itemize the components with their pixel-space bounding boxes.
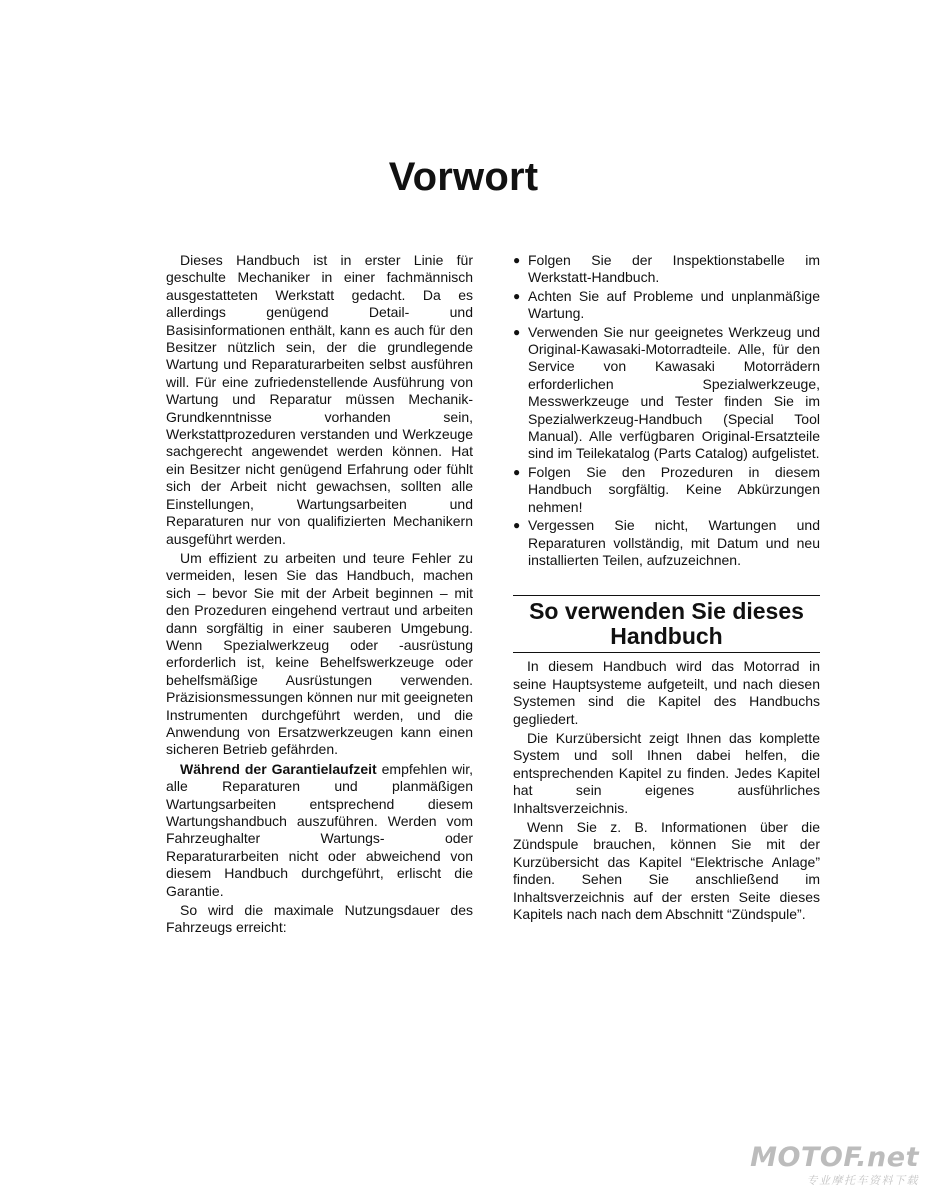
section-divider-bottom bbox=[513, 652, 820, 653]
section-heading-line1: So verwenden Sie dieses bbox=[529, 598, 804, 625]
bullet-icon: ● bbox=[513, 464, 521, 479]
list-item: ● Folgen Sie den Prozeduren in diesem Handbuch sorgfältig. Keine Abkürzungen nehmen! bbox=[513, 463, 820, 515]
watermark bbox=[750, 1144, 919, 1188]
bullet-icon: ● bbox=[513, 324, 521, 339]
bullet-icon: ● bbox=[513, 518, 521, 533]
page-title: Vorwort bbox=[388, 155, 539, 199]
efficiency-paragraph: Um effizient zu arbeiten und teure Fehler zu vermeiden, lesen Sie das Handbuch, machen sich – bevor Sie mit der Arbeit beginnen – mit den Prozeduren eingehend vertraut und arbeiten dann sorgfältig in einer sauberen Umgebung. Wenn Spezialwerkzeug oder -ausrüstung erforderlich ist, keine Behelfswerkzeuge oder behelfsmäßige Ausrüstungen verwenden. Präzisionsmessungen können nur mit geeigneten Instrumenten durchgeführt werden, und die Anwendung von Ersatzwerkzeugen kann einen sicheren Betrieb gefährden. bbox=[166, 549, 473, 758]
warranty-text: empfehlen wir, alle Reparaturen und planmäßigen Wartungsarbeiten entsprechend diesem Wartungshandbuch auszuführen. Werden vom Fahrzeughalter Wartungs- oder Reparaturarbeiten nicht oder abweichend von diesem Handbuch durchgeführt, erlischt die Garantie. bbox=[166, 760, 473, 899]
warranty-emphasis: Während der Garantielaufzeit bbox=[180, 760, 377, 777]
list-item: ● Achten Sie auf Probleme und unplanmäßige Wartung. bbox=[513, 287, 820, 322]
section-heading-line2: Handbuch bbox=[610, 623, 723, 650]
lifetime-paragraph: So wird die maximale Nutzungsdauer des Fahrzeugs erreicht: bbox=[166, 902, 473, 936]
list-item: ● Verwenden Sie nur geeignetes Werkzeug und Original-Kawasaki-Motorradteile. Alle, für den Service von Kawasaki Motorrädern erforderlichen Spezialwerkzeuge, Messwerkzeuge und Tester finden Sie im Spezialwerkzeug-Handbuch (Special Tool Manual). Alle verfügbaren Original-Ersatzteile sind im Teilekatalog (Parts Catalog) aufgelistet. bbox=[513, 323, 820, 462]
watermark-logo: MOTOF.net bbox=[750, 1142, 919, 1173]
usage-paragraph-2: Die Kurzübersicht zeigt Ihnen das komplette System und soll Ihnen dabei helfen, die entsprechenden Kapitel zu finden. Jedes Kapitel hat sein eigenes ausführliches Inhaltsverzeichnis. bbox=[513, 729, 820, 816]
list-item: ● Folgen Sie der Inspektionstabelle im Werkstatt-Handbuch. bbox=[513, 252, 820, 286]
left-column bbox=[166, 252, 473, 937]
section-heading bbox=[513, 596, 820, 652]
usage-paragraph-1: In diesem Handbuch wird das Motorrad in seine Hauptsysteme aufgeteilt, und nach diesen Systemen sind die Kapitel des Handbuchs gegliedert. bbox=[513, 658, 820, 727]
warranty-paragraph bbox=[166, 761, 473, 900]
list-item: ● Vergessen Sie nicht, Wartungen und Reparaturen vollständig, mit Datum und neu installierten Teilen, aufzuzeichnen. bbox=[513, 517, 820, 568]
bullet-icon: ● bbox=[513, 288, 521, 303]
maintenance-bullet-list bbox=[513, 252, 820, 569]
usage-paragraph-3: Wenn Sie z. B. Informationen über die Zündspule brauchen, können Sie mit der Kurzübersicht das Kapitel “Elektrische Anlage” finden. Sehen Sie anschließend im Inhaltsverzeichnis auf der ersten Seite dieses Kapitels nach nach dem Abschnitt “Zündspule”. bbox=[513, 818, 820, 922]
intro-paragraph: Dieses Handbuch ist in erster Linie für geschulte Mechaniker in einer fachmännisch ausgestatteten Werkstatt gedacht. Da es allerdings genügend Detail- und Basisinformationen enthält, kann es auch für den Besitzer nützlich sein, der die grundlegende Wartung und Reparaturarbeiten selbst ausführen will. Für eine zufriedenstellende Ausführung von Wartung und Reparatur müssen Mechanik-Grundkenntnisse vorhanden sein, Werkstattprozeduren verstanden und Werkzeuge sachgerecht angewendet werden können. Hat ein Besitzer nicht genügend Erfahrung oder fühlt sich der Arbeit nicht gewachsen, sollten alle Einstellungen, Wartungsarbeiten und Reparaturen nur von qualifizierten Mechanikern ausgeführt werden. bbox=[166, 252, 473, 547]
watermark-subtitle: 专业摩托车资料下载 bbox=[806, 1174, 919, 1187]
right-column bbox=[513, 252, 820, 923]
bullet-icon: ● bbox=[513, 253, 521, 267]
